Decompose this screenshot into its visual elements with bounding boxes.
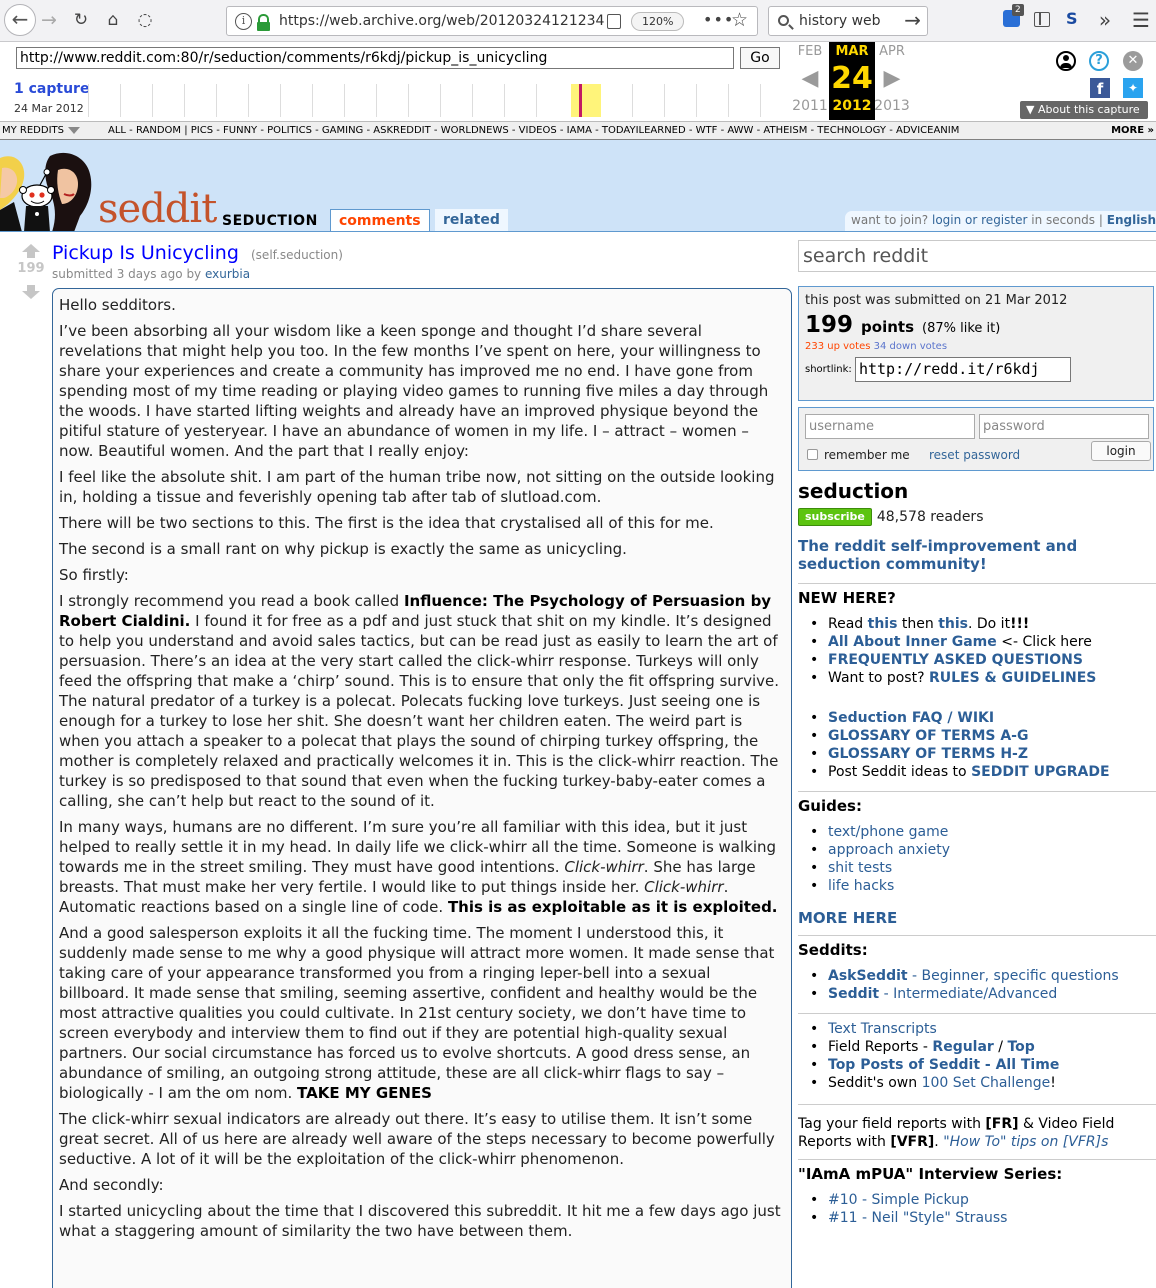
extension-icon[interactable]: ◌ (137, 10, 153, 30)
guide-link[interactable]: approach anxiety (828, 842, 950, 858)
list-item (808, 1020, 1156, 1038)
post-paragraph: There will be two sections to this. The first is the idea that crystalised all of this for me. (59, 514, 714, 532)
extension-badge-icon[interactable] (1003, 5, 1021, 27)
askseddit-link[interactable]: AskSeddit (828, 968, 908, 984)
post-paragraph: And a good salesperson exploits it all the fucking time. The moment I understood this, it suddenly made sense to me why a good physique will attract more women. It made sense that taking care of your appearance transformed you from a ringing leper-bell into a sexual billboard. It made sense that smiling, seeming assertive, confident and healthy would be the most attractive qualities you could cultivate. In 21st century society, we don’t have time to screen everybody and interview them to find out if they are potential high-quality sexual partners. Our social circumstance has forced us to evolve shortcuts. A good dress sense, an abundance of smiling, an outgoing strong attitude, these are all click-whirr flags to say – biologically - I am the om nom. TAKE MY GENES (59, 924, 775, 1102)
list-item: • Seddit's own 100 Set Challenge! (808, 1074, 1156, 1092)
current-year-highlight (571, 84, 601, 117)
subreddit-description: The reddit self-improvement and seduction community! (798, 537, 1078, 573)
reader-view-icon[interactable] (607, 14, 621, 29)
capture-marker[interactable] (579, 84, 582, 117)
post-tagline (52, 267, 250, 281)
field-regular-link[interactable]: Regular (932, 1039, 994, 1055)
sidebar (798, 240, 1156, 1227)
list-item: • Seddit - Intermediate/Advanced (808, 985, 1156, 1003)
rules-link[interactable]: RULES & GUIDELINES (928, 670, 1097, 686)
list-item (808, 1191, 1156, 1209)
list-item: • Read this then this. Do it!!! (808, 615, 1156, 633)
current-day: 24 (831, 61, 873, 96)
downvote-arrow-icon[interactable] (22, 285, 40, 299)
top-posts-link[interactable]: Top Posts of Seddit - All Time (828, 1057, 1060, 1073)
subscribe-button[interactable]: subscribe (798, 508, 872, 526)
join-prefix: want to join? (851, 213, 929, 227)
list-item (808, 1209, 1156, 1227)
reddit-header (0, 140, 1156, 232)
browser-search-box[interactable] (768, 6, 928, 36)
list-item (808, 1056, 1156, 1074)
glossary-ag-link[interactable]: GLOSSARY OF TERMS A-G (828, 728, 1029, 744)
page-actions-icon[interactable]: ••• (703, 10, 735, 29)
tag-instructions: Tag your field reports with [FR] & Video Field Reports with [VFR]. "How To" tips on [VFR]s (798, 1116, 1115, 1150)
browser-search-text[interactable]: history web (799, 13, 881, 29)
points-value: 199 (805, 312, 854, 338)
close-icon[interactable]: ✕ (1123, 51, 1143, 71)
guide-link[interactable]: shit tests (828, 860, 893, 876)
prev-capture-column[interactable] (787, 42, 833, 120)
transcripts-link[interactable]: Text Transcripts (828, 1021, 937, 1037)
overflow-chevron-icon[interactable]: » (1098, 8, 1112, 32)
search-input[interactable]: search reddit (798, 240, 1156, 272)
post-domain[interactable]: (self.seduction) (251, 248, 343, 262)
post-paragraph: And secondly: (59, 1176, 164, 1194)
seddits-section (798, 935, 1156, 1003)
new-here-heading: NEW HERE? (798, 589, 896, 607)
glossary-hz-link[interactable]: GLOSSARY OF TERMS H-Z (828, 746, 1029, 762)
prev-year[interactable]: 2011 (792, 98, 828, 114)
tab-comments[interactable]: comments (330, 209, 430, 232)
post-info-box (798, 286, 1154, 401)
about-capture-button[interactable] (1020, 101, 1148, 119)
upvote-arrow-icon[interactable] (22, 244, 40, 258)
wayback-go-button[interactable]: Go (740, 47, 780, 69)
subreddit-links[interactable]: ALL - RANDOM | PICS - FUNNY - POLITICS - GAMING - ASKREDDIT - WORLDNEWS - VIDEOS - IAMA - TODAYILEARNED - WTF - AWW - ATHEISM - TECHNOLOGY - ADVICEANIM (108, 125, 960, 136)
checkbox-icon[interactable] (807, 449, 818, 460)
prev-arrow-icon[interactable]: ◀ (801, 66, 819, 91)
list-item (808, 823, 1156, 841)
list-item: • Want to post? RULES & GUIDELINES (808, 669, 1156, 687)
login-register-link[interactable]: login or register (932, 213, 1028, 227)
forward-button[interactable]: → (41, 9, 57, 31)
post-paragraph: I’ve been absorbing all your wisdom like a keen sponge and thought I’d share several revelations that might help you too. In the few months I’ve spent on here, your willingness to share your experiences and create a community has improved me no end. I have gone from spending most of my time reading or playing video games to running five miles a day through the woods. I have started lifting weights and already have an improved physique beyond the pitiful stature of yesteryear. I have an abundance of women in my life. I – attract – women – now. Beautiful women. And the part that I really enjoy: (59, 322, 769, 460)
interview-section (798, 1159, 1156, 1227)
list-item: • All About Inner Game <- Click here (808, 633, 1156, 651)
more-here-link[interactable]: MORE HERE (798, 909, 898, 927)
next-arrow-icon[interactable]: ▶ (883, 66, 901, 91)
tag-section (798, 1104, 1156, 1151)
search-go-arrow-icon[interactable]: → (904, 8, 921, 32)
next-capture-column[interactable] (869, 42, 915, 120)
read-this-link-1[interactable]: this (867, 616, 898, 632)
guides-heading: Guides: (798, 797, 862, 815)
capture-sparkline[interactable] (88, 84, 778, 117)
inner-game-link[interactable]: All About Inner Game (828, 634, 997, 650)
reload-icon[interactable]: ↻ (73, 10, 89, 30)
user-icon[interactable] (1056, 51, 1076, 71)
join-suffix: in seconds | (1031, 213, 1103, 227)
wayback-toolbar (0, 42, 1156, 122)
dropdown-triangle-icon: ▼ (1026, 103, 1035, 116)
extension-badge-count: 2 (1012, 4, 1024, 16)
home-icon[interactable]: ⌂ (107, 10, 119, 30)
hamburger-menu-icon[interactable]: ☰ (1132, 8, 1150, 32)
list-item (808, 859, 1156, 877)
reports-section (798, 1013, 1156, 1092)
browser-toolbar (0, 0, 1156, 42)
list-item (808, 745, 1156, 763)
dropdown-arrow-icon (68, 127, 80, 134)
author-link[interactable]: exurbia (204, 267, 251, 281)
submitted-date: this post was submitted on 21 Mar 2012 (805, 293, 1068, 308)
shortlink-input[interactable]: http://redd.it/r6kdj (855, 357, 1071, 382)
post-paragraph: The click-whirr sexual indicators are already out there. It’s easy to utilise them. It isn’t some great secret. All of us here are already well aware of the steps necessary to become powerfully seductive. A lot of it will be the exploitation of the click-whirr phenomenon. (59, 1110, 775, 1168)
captures-link[interactable]: 1 capture (14, 81, 90, 97)
readers-count: 48,578 readers (876, 509, 984, 525)
points-label: points (861, 318, 914, 336)
field-top-link[interactable]: Top (1007, 1039, 1035, 1055)
list-item (808, 651, 1156, 669)
sidebar-subreddit-title[interactable]: seduction (798, 479, 909, 503)
back-arrow-icon: ← (11, 7, 29, 31)
wiki-link[interactable]: Seduction FAQ / WIKI (828, 710, 995, 726)
post-paragraph: In many ways, humans are no different. I’m sure you’re all familiar with this idea, but it just helped to really settle it in my head. In daily life we click-whirr all the time. Someone is walking towards me in the street smiling. They must have good intentions. Click-whirr. She has large breasts. That must make her very fertile. I would like to put things inside her. Click-whirr. Automatic reactions based on a single line of code. This is as exploitable as it is exploited. (59, 818, 778, 916)
seddit-upgrade-link[interactable]: SEDDIT UPGRADE (971, 764, 1110, 780)
submitted-text: submitted 3 days ago by (52, 267, 202, 281)
interview-heading: "IAmA mPUA" Interview Series: (798, 1165, 1063, 1183)
set-challenge-link[interactable]: 100 Set Challenge (921, 1075, 1051, 1091)
list-item (808, 841, 1156, 859)
bookmark-star-icon[interactable]: ☆ (731, 9, 749, 31)
like-percentage: (87% like it) (922, 321, 1001, 336)
lock-icon (258, 14, 269, 22)
user-login-prompt (845, 211, 1156, 231)
my-reddits-dropdown[interactable] (2, 122, 80, 139)
book-title: Influence: The Psychology of Persuasion by Robert Cialdini. (59, 592, 772, 630)
post-body (52, 288, 792, 1288)
post-score: 199 (17, 261, 45, 276)
site-info-icon[interactable]: i (235, 13, 252, 30)
shortlink-label: shortlink: (805, 364, 852, 375)
language-link[interactable]: English (1106, 213, 1156, 227)
s-extension-icon[interactable]: S (1066, 9, 1078, 28)
up-votes: 233 up votes (805, 341, 871, 352)
remember-me-label: remember me (824, 448, 910, 462)
read-this-link-2[interactable]: this (938, 616, 968, 632)
vfr-tips-link[interactable]: "How To" tips on [VFR]s (943, 1134, 1109, 1150)
post-paragraph: Hello sedditors. (59, 296, 176, 314)
capture-date: 24 Mar 2012 (14, 102, 84, 115)
back-button[interactable] (4, 4, 36, 36)
current-year: 2012 (832, 98, 872, 114)
subreddit-title[interactable]: SEDUCTION (222, 213, 318, 229)
seddit-logo-text[interactable]: seddit (98, 186, 217, 232)
guide-link[interactable]: text/phone game (828, 824, 949, 840)
address-bar[interactable] (226, 6, 758, 36)
sidebar-toggle-icon[interactable] (1034, 12, 1050, 27)
tab-related[interactable]: related (435, 209, 508, 232)
list-item: • AskSeddit - Beginner, specific questions (808, 967, 1156, 985)
next-year[interactable]: 2013 (874, 98, 910, 114)
wayback-url-input[interactable]: http://www.reddit.com:80/r/seduction/comments/r6kdj/pickup_is_unicycling (16, 47, 734, 69)
subreddit-bar (0, 122, 1156, 140)
current-month: MAR (835, 44, 869, 59)
list-item: • Post Seddit ideas to SEDDIT UPGRADE (808, 763, 1156, 781)
zoom-level-badge[interactable]: 120% (631, 12, 684, 31)
interview-link[interactable]: #11 - Neil "Style" Strauss (828, 1210, 1008, 1226)
password-input[interactable]: password (979, 414, 1149, 439)
guide-link[interactable]: life hacks (828, 878, 895, 894)
shortlink-row (805, 357, 1147, 382)
my-reddits-label: MY REDDITS (2, 125, 64, 136)
list-item: • Field Reports - Regular / Top (808, 1038, 1156, 1056)
post-paragraph: I started unicycling about the time that I discovered this subreddit. It hit me a few days ago just what a staggering amount of similarity the two have between them. (59, 1202, 781, 1240)
seddit-link[interactable]: Seddit (828, 986, 880, 1002)
down-votes: 34 down votes (873, 341, 948, 352)
more-subreddits-link[interactable]: MORE » (1105, 122, 1154, 139)
remember-me-checkbox[interactable] (807, 448, 910, 462)
post-paragraph: I strongly recommend you read a book called Influence: The Psychology of Persuasion by Robert Cialdini. I found it for free as a pdf and just stuck that shit on my kindle. It’s designed to help you understand and avoid sales tactics, but can be read just as easily to learn the art of persuasion. There’s an idea at the very start called the click-whirr response. Turkeys will only feed the offspring that make a ‘chirp’ sound. This is to ensure that only the fit offspring survive. The natural predator of a turkey is a polecat. Polecats fucking love turkeys. Just seeing one is enough for a turkey to lose her shit. She doesn’t want her children eaten. The weird part is when you attach a speaker to a polecat that plays the sound of chirping turkey offspring, the mother is completely relaxed and practically welcomes it in. This is the click-whirr reaction. The turkey is so predisposed to that sound that even when the fucking turkey-baby-eater comes a calling, she can’t help but react to the sound of it. (59, 592, 779, 810)
search-icon (778, 15, 789, 26)
vote-counts (805, 341, 1147, 352)
list-item (808, 877, 1156, 895)
subscribe-row (798, 508, 1156, 528)
new-here-section (798, 583, 1156, 781)
login-form (798, 407, 1154, 471)
post-paragraph: I feel like the absolute shit. I am part of the human tribe now, not sitting on the outside looking in, holding a tissue and feverishly opening tab after tab of slutload.com. (59, 468, 775, 506)
help-icon[interactable]: ? (1089, 51, 1109, 71)
login-button[interactable]: login (1091, 441, 1151, 461)
post-paragraph: The second is a small rant on why pickup is exactly the same as unicycling. (59, 540, 627, 558)
prev-month[interactable]: FEB (797, 44, 823, 59)
address-text[interactable]: https://web.archive.org/web/20120324121234 (279, 13, 605, 29)
reset-password-link[interactable]: reset password (929, 448, 1021, 462)
seddits-heading: Seddits: (798, 941, 868, 959)
list-item (808, 727, 1156, 745)
post-title-link[interactable]: Pickup Is Unicycling (52, 242, 239, 264)
username-input[interactable]: username (805, 414, 975, 439)
faq-link[interactable]: FREQUENTLY ASKED QUESTIONS (828, 652, 1083, 668)
facebook-icon[interactable]: f (1090, 78, 1110, 98)
interview-link[interactable]: #10 - Simple Pickup (828, 1192, 969, 1208)
guides-section (798, 791, 1156, 927)
twitter-icon[interactable]: ✦ (1123, 78, 1143, 98)
seddit-logo-art[interactable] (0, 144, 96, 232)
next-month[interactable]: APR (879, 44, 905, 59)
points-display (805, 312, 1147, 338)
list-item (808, 709, 1156, 727)
post-paragraph: So firstly: (59, 566, 129, 584)
about-capture-label: About this capture (1037, 103, 1140, 116)
